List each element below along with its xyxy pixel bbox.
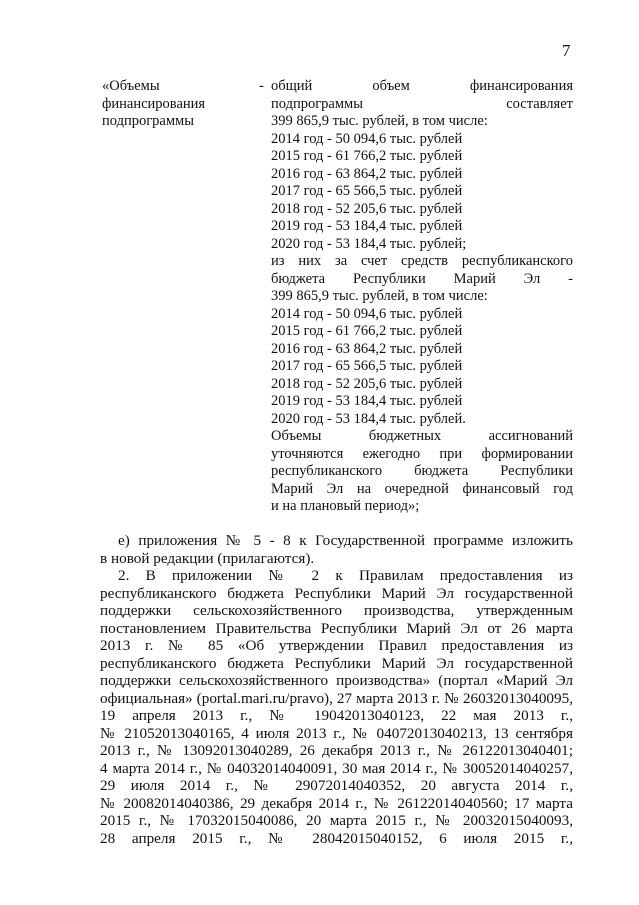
value-line: 2014 год - 50 094,6 тыс. рублей: [271, 130, 463, 147]
body-line: № 21052013040165, 4 июля 2013 г., № 04072013040213, 13 сентября: [100, 724, 573, 742]
value-line: уточняются ежегодно при формировании: [271, 445, 573, 462]
label-line: «Объемы: [102, 78, 160, 94]
body-line: 2013 г. № 85 «Об утверждении Правил предоставления из: [100, 637, 573, 654]
page-number: 7: [562, 41, 571, 60]
value-line: 2015 год - 61 766,2 тыс. рублей: [271, 323, 463, 339]
value-line: Марий Эл на очередной финансовый год: [271, 480, 573, 497]
body-line: 28 апреля 2015 г., № 28042015040152, 6 июля 2015 г.,: [100, 829, 573, 847]
body-line: республиканского бюджета Республики Марий Эл государственной: [100, 584, 573, 602]
body-line: 2015 г., № 17032015040086, 20 марта 2015 г., № 20032015040093,: [100, 812, 573, 829]
body-line: официальная» (portal.mari.ru/pravo), 27 марта 2013 г. № 26032013040095,: [100, 689, 573, 707]
value-line: 2017 год - 65 566,5 тыс. рублей: [271, 358, 463, 374]
body-line: № 20082014040386, 29 декабря 2014 г., № 26122014040560; 17 марта: [100, 794, 573, 812]
body-line: е) приложения № 5 - 8 к Государственной программе изложить: [118, 532, 573, 549]
value-line: 2019 год - 53 184,4 тыс. рублей: [271, 393, 463, 409]
body-text: [100, 532, 573, 847]
value-line: 2014 год - 50 094,6 тыс. рублей: [271, 305, 463, 322]
body-line: 19 апреля 2013 г., № 19042013040123, 22 мая 2013 г.,: [100, 707, 573, 724]
passport-value: [271, 78, 573, 516]
body-line: постановлением Правительства Республики Марий Эл от 26 марта: [100, 619, 573, 637]
body-line: 2. В приложении № 2 к Правилам предоставления из: [118, 567, 573, 584]
value-line: 399 865,9 тыс. рублей, в том числе:: [271, 288, 488, 304]
value-line: 2018 год - 52 205,6 тыс. рублей: [271, 200, 463, 217]
value-line: и на плановый период»;: [271, 498, 420, 514]
value-line: Объемы бюджетных ассигнований: [271, 428, 573, 444]
value-line: 2020 год - 53 184,4 тыс. рублей;: [271, 235, 467, 252]
body-line: поддержки сельскохозяйственного производства, утвержденным: [100, 602, 573, 619]
value-line: из них за счет средств республиканского: [271, 253, 573, 269]
label-line: финансирования: [102, 95, 206, 112]
value-line: 2016 год - 63 864,2 тыс. рублей: [271, 340, 463, 357]
value-line: 2017 год - 65 566,5 тыс. рублей: [271, 183, 463, 199]
value-line: 2020 год - 53 184,4 тыс. рублей.: [271, 410, 466, 427]
value-line: общий объем финансирования: [271, 78, 573, 94]
value-line: 399 865,9 тыс. рублей, в том числе:: [271, 113, 488, 129]
label-dash: -: [259, 78, 264, 94]
value-line: 2019 год - 53 184,4 тыс. рублей: [271, 218, 463, 234]
body-line: в новой редакции (прилагаются).: [100, 549, 315, 567]
body-line: республиканского бюджета Республики Марий Эл государственной: [100, 654, 573, 672]
body-line: поддержки сельскохозяйственного производства» (портал «Марий Эл: [100, 672, 573, 689]
value-line: 2015 год - 61 766,2 тыс. рублей: [271, 148, 463, 164]
body-line: 4 марта 2014 г., № 04032014040091, 30 мая 2014 г., № 30052014040257,: [100, 759, 573, 777]
body-line: 2013 г., № 13092013040289, 26 декабря 2013 г., № 26122013040401;: [100, 742, 573, 759]
value-line: подпрограммы составляет: [271, 95, 573, 112]
value-line: республиканского бюджета Республики: [271, 463, 573, 479]
passport-label: [102, 78, 205, 131]
value-line: бюджета Республики Марий Эл -: [271, 270, 573, 287]
value-line: 2016 год - 63 864,2 тыс. рублей: [271, 165, 463, 182]
label-line: подпрограммы: [102, 113, 194, 129]
body-line: 29 июля 2014 г., № 29072014040352, 20 августа 2014 г.,: [100, 777, 573, 794]
value-line: 2018 год - 52 205,6 тыс. рублей: [271, 375, 463, 392]
